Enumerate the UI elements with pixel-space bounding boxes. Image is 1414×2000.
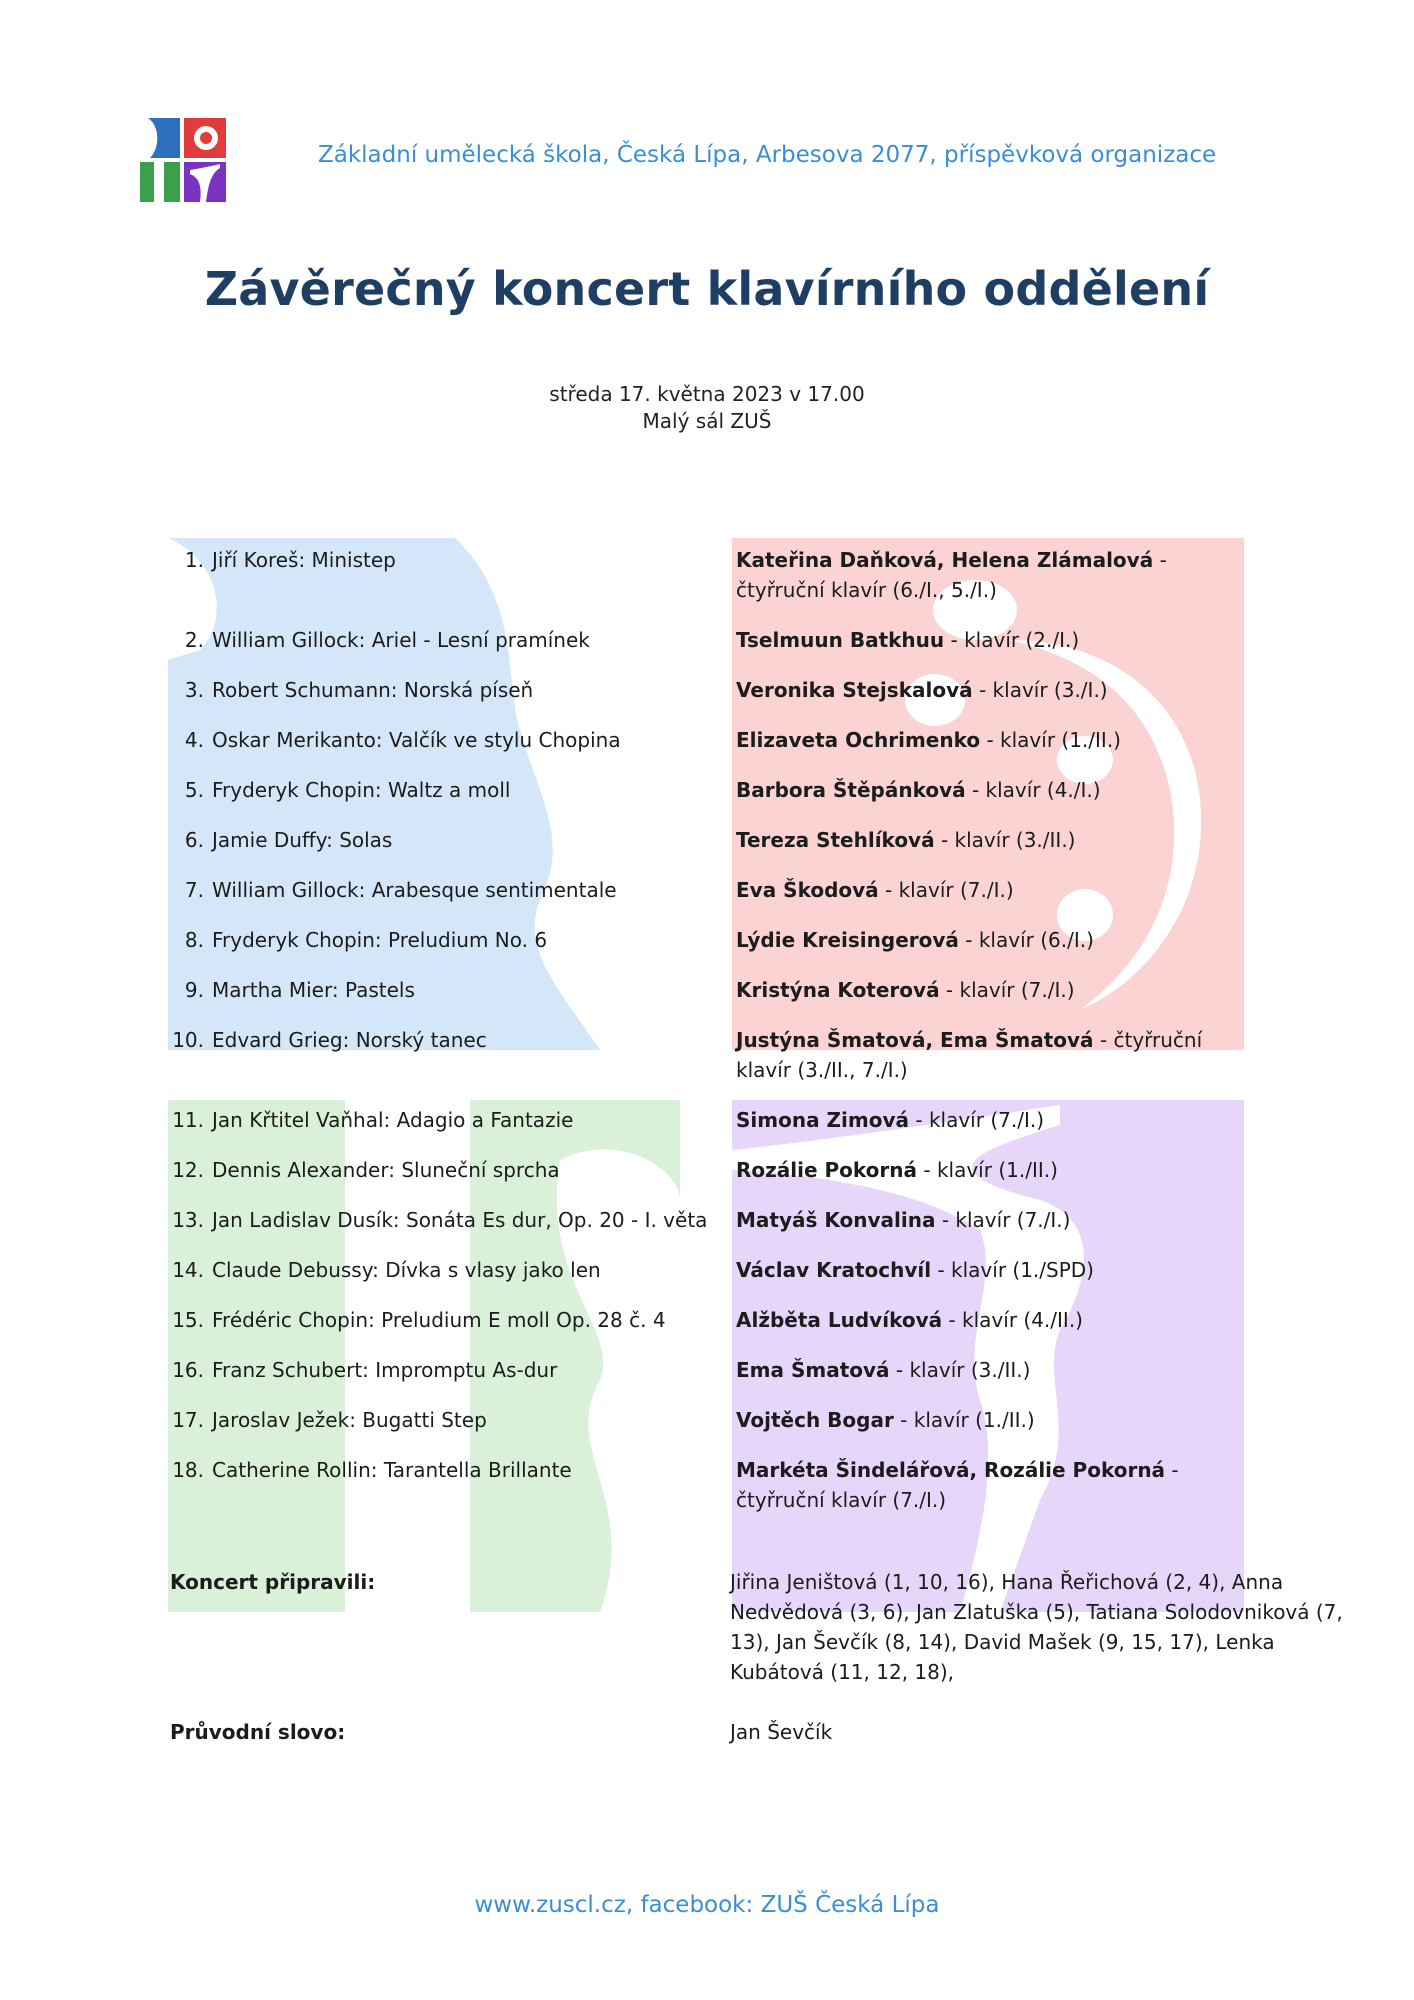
- piece-title: Dennis Alexander: Sluneční sprcha: [212, 1158, 560, 1182]
- performer-name: Eva Škodová: [736, 878, 879, 902]
- program-performer: [736, 625, 1256, 655]
- performer-detail: - klavír (7./I.): [878, 878, 1014, 902]
- narration-value: Jan Ševčík: [730, 1720, 833, 1744]
- performer-name: Vojtěch Bogar: [736, 1408, 894, 1432]
- piece-title: Frédéric Chopin: Preludium E moll Op. 28 č. 4: [212, 1308, 666, 1332]
- piece-title: Jan Ladislav Dusík: Sonáta Es dur, Op. 20 - I. věta: [212, 1208, 708, 1232]
- program-piece: [160, 545, 720, 575]
- piece-title: Edvard Grieg: Norský tanec: [212, 1028, 487, 1052]
- performer-detail: - klavír (4./I.): [965, 778, 1101, 802]
- prepared-by-label: Koncert připravili:: [170, 1570, 376, 1594]
- performer-name: Matyáš Konvalina: [736, 1208, 936, 1232]
- performer-detail: - klavír (7./I.): [909, 1108, 1044, 1132]
- school-name: Základní umělecká škola, Česká Lípa, Arbesova 2077, příspěvková organizace: [318, 142, 1217, 168]
- performer-detail: - klavír (7./I.): [935, 1208, 1071, 1232]
- performer-name: Tereza Stehlíková: [736, 828, 935, 852]
- page-title: Závěrečný koncert klavírního oddělení: [204, 262, 1210, 316]
- program-performer: [736, 545, 1256, 605]
- program-number: 12.: [172, 1158, 204, 1182]
- performer-name: Kristýna Koterová: [736, 978, 940, 1002]
- program-number: 3.: [184, 678, 204, 702]
- program-piece: [160, 825, 720, 855]
- program-piece: [160, 1405, 720, 1435]
- program-number: 6.: [184, 828, 204, 852]
- program-piece: [160, 1155, 720, 1185]
- performer-detail: - klavír (1./II.): [980, 728, 1121, 752]
- program-piece: [160, 1455, 720, 1485]
- piece-title: Jaroslav Ježek: Bugatti Step: [212, 1408, 487, 1432]
- program-number: 4.: [184, 728, 204, 752]
- program-piece: [160, 775, 720, 805]
- program-performer: [736, 1305, 1256, 1335]
- performer-detail: - klavír (1./II.): [917, 1158, 1058, 1182]
- piece-title: Fryderyk Chopin: Waltz a moll: [212, 778, 511, 802]
- performer-detail: - čtyřruční klavír (3./II., 7./I.): [736, 1028, 1203, 1082]
- program-piece: [160, 1105, 720, 1135]
- piece-title: William Gillock: Ariel - Lesní pramínek: [212, 628, 590, 652]
- program-piece: [160, 675, 720, 705]
- program-performer: [736, 925, 1256, 955]
- program-number: 15.: [172, 1308, 204, 1332]
- performer-detail: - klavír (6./I.): [958, 928, 1094, 952]
- program-performer: [736, 1205, 1256, 1235]
- piece-title: Fryderyk Chopin: Preludium No. 6: [212, 928, 548, 952]
- program-number: 9.: [184, 978, 204, 1002]
- performer-name: Ema Šmatová: [736, 1358, 890, 1382]
- program-number: 16.: [172, 1358, 204, 1382]
- performer-detail: - klavír (1./II.): [893, 1408, 1035, 1432]
- performer-name: Tselmuun Batkhuu: [736, 628, 945, 652]
- program-piece: [160, 1255, 720, 1285]
- narration-label: Průvodní slovo:: [170, 1720, 346, 1744]
- program-performer: [736, 875, 1256, 905]
- program-performer: [736, 1455, 1256, 1515]
- performer-name: Lýdie Kreisingerová: [736, 928, 959, 952]
- piece-title: Jiří Koreš: Ministep: [212, 548, 396, 572]
- piece-title: Robert Schumann: Norská píseň: [212, 678, 534, 702]
- program-number: 1.: [184, 548, 204, 572]
- program-piece: [160, 1355, 720, 1385]
- program-performer: [736, 1025, 1256, 1085]
- program-performer: [736, 975, 1256, 1005]
- program-performer: [736, 775, 1256, 805]
- footer-links: www.zuscl.cz, facebook: ZUŠ Česká Lípa: [474, 1892, 940, 1918]
- program-number: 2.: [184, 628, 204, 652]
- program-number: 18.: [172, 1458, 204, 1482]
- program-performer: [736, 1355, 1256, 1385]
- piece-title: Martha Mier: Pastels: [212, 978, 415, 1002]
- piece-title: Catherine Rollin: Tarantella Brillante: [212, 1458, 572, 1482]
- event-date: středa 17. května 2023 v 17.00: [549, 382, 865, 406]
- program-piece: [160, 1205, 720, 1235]
- performer-name: Elizaveta Ochrimenko: [736, 728, 981, 752]
- program-piece: [160, 875, 720, 905]
- performer-detail: - klavír (3./I.): [972, 678, 1108, 702]
- program-number: 8.: [184, 928, 204, 952]
- program-performer: [736, 1255, 1256, 1285]
- program-number: 7.: [184, 878, 204, 902]
- performer-name: Alžběta Ludvíková: [736, 1308, 943, 1332]
- performer-name: Barbora Štěpánková: [736, 778, 966, 802]
- performer-detail: - klavír (7./I.): [939, 978, 1075, 1002]
- piece-title: Jan Křtitel Vaňhal: Adagio a Fantazie: [212, 1108, 574, 1132]
- performer-name: Veronika Stejskalová: [736, 678, 973, 702]
- program-piece: [160, 1025, 720, 1055]
- piece-title: Oskar Merikanto: Valčík ve stylu Chopina: [212, 728, 621, 752]
- program-number: 11.: [172, 1108, 204, 1132]
- performer-name: Markéta Šindelářová, Rozálie Pokorná: [736, 1458, 1166, 1482]
- program-piece: [160, 725, 720, 755]
- program-piece: [160, 625, 720, 655]
- performer-name: Rozálie Pokorná: [736, 1158, 918, 1182]
- performer-detail: - klavír (1./SPD): [931, 1258, 1094, 1282]
- program-piece: [160, 925, 720, 955]
- program-performer: [736, 1105, 1256, 1135]
- piece-title: Jamie Duffy: Solas: [212, 828, 393, 852]
- piece-title: William Gillock: Arabesque sentimentale: [212, 878, 617, 902]
- performer-detail: - klavír (3./II.): [889, 1358, 1031, 1382]
- performer-detail: - klavír (3./II.): [934, 828, 1076, 852]
- program-performer: [736, 825, 1256, 855]
- program-performer: [736, 675, 1256, 705]
- program-performer: [736, 1155, 1256, 1185]
- program-number: 5.: [184, 778, 204, 802]
- performer-detail: - klavír (2./I.): [944, 628, 1080, 652]
- school-arts-logo-icon: [140, 118, 226, 202]
- program-number: 13.: [172, 1208, 204, 1232]
- event-venue: Malý sál ZUŠ: [642, 409, 772, 433]
- program-piece: [160, 1305, 720, 1335]
- program-number: 10.: [172, 1028, 204, 1052]
- program-number: 17.: [172, 1408, 204, 1432]
- performer-name: Kateřina Daňková, Helena Zlámalová: [736, 548, 1154, 572]
- program-number: 14.: [172, 1258, 204, 1282]
- performer-name: Simona Zimová: [736, 1108, 910, 1132]
- performer-name: Václav Kratochvíl: [736, 1258, 932, 1282]
- performer-name: Justýna Šmatová, Ema Šmatová: [736, 1028, 1094, 1052]
- piece-title: Claude Debussy: Dívka s vlasy jako len: [212, 1258, 601, 1282]
- performer-detail: - čtyřruční klavír (7./I.): [736, 1458, 1179, 1512]
- program-piece: [160, 975, 720, 1005]
- program-performer: [736, 1405, 1256, 1435]
- performer-detail: - čtyřruční klavír (6./I., 5./I.): [736, 548, 1167, 602]
- piece-title: Franz Schubert: Impromptu As-dur: [212, 1358, 558, 1382]
- program-performer: [736, 725, 1256, 755]
- performer-detail: - klavír (4./II.): [942, 1308, 1083, 1332]
- prepared-by-value: Jiřina Jeništová (1, 10, 16), Hana Řeřichová (2, 4), Anna Nedvědová (3, 6), Jan Zlatuška (5), Tatiana Solodovniková (7, 13), Jan Ševčík (8, 14), David Mašek (9, 15, 17), Lenka Kubátová (11, 12, 18),: [730, 1570, 1343, 1684]
